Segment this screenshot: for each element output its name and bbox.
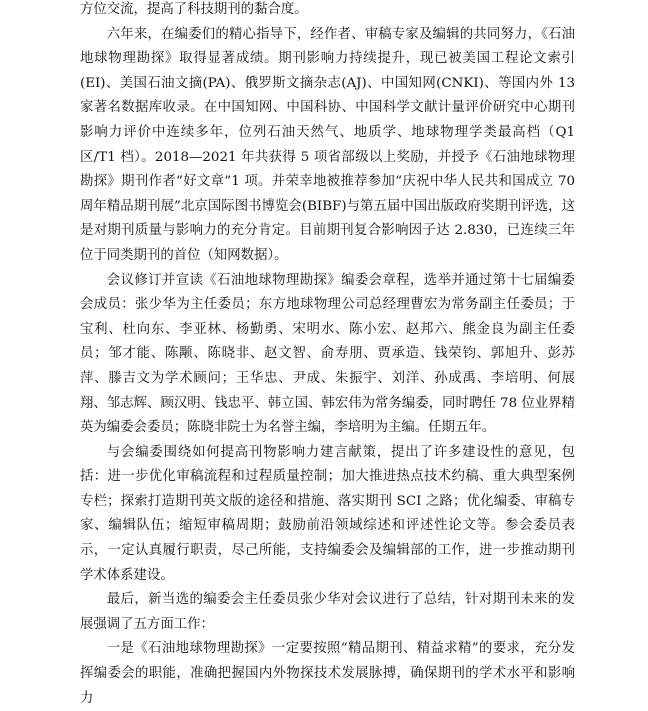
paragraph-summary-intro: 最后，新当选的编委会主任委员张少华对会议进行了总结，针对期刊未来的发展强调了五方面工作： bbox=[80, 592, 575, 632]
paragraph-suggestions: 与会编委围绕如何提高刊物影响力建言献策，提出了许多建设性的意见，包括：进一步优化审稿流程和过程质量控制；加大推进热点技术约稿、重大典型案例专栏；探索打造期刊英文版的途径和措施、落实期刊 SCI 之路；优化编委、审稿专家、编辑队伍；缩短审稿周期；鼓励前沿领域综述和评述性论文等。参会委员表示，一定认真履行职责，尽己所能，支持编委会及编辑部的工作，进一步推动期刊学术体系建设。 bbox=[80, 444, 575, 583]
paragraph-achievements: 六年来，在编委们的精心指导下，经作者、审稿专家及编辑的共同努力，《石油地球物理勘探》取得显著成绩。期刊影响力持续提升，现已被美国工程论文索引(EI)、美国石油文摘(PA)、俄罗斯文摘杂志(AJ)、中国知网(CNKI)、等国内外 13 家著名数据库收录。在中国知网、中国科协、中国科学文献计量评价研究中心期刊影响力评价中连续多年，位列石油天然气、地质学、地球物理学类最高档（Q1 区/T1 档）。2018—2021 年共获得 5 项省部级以上奖励，并授予《石油地球物理勘探》期刊作者“好文章”1 项。并荣幸地被推荐参加“庆祝中华人民共和国成立 70 周年精品期刊展”北京国际图书博览会(BIBF)与第五届中国出版政府奖期刊评选，这是对期刊质量与影响力的充分肯定。目前期刊复合影响因子达 2.830，已连续三年位于同类期刊的首位（知网数据）。 bbox=[80, 26, 575, 263]
paragraph-point-one: 一是《石油地球物理勘探》一定要按照“精品期刊、精益求精”的要求，充分发挥编委会的职能，准确把握国内外物探技术发展脉搏，确保期刊的学术水平和影响力 bbox=[80, 641, 575, 706]
document-body bbox=[80, 0, 575, 711]
paragraph-continued: 方位交流，提高了科技期刊的黏合度。 bbox=[80, 2, 308, 17]
paragraph-committee-members: 会议修订并宣读《石油地球物理勘探》编委会章程，选举并通过第十七届编委会成员：张少华为主任委员；东方地球物理公司总经理曹宏为常务副主任委员；于宝利、杜向东、李亚林、杨勤勇、宋明水、陈小宏、赵邦六、熊金良为副主任委员；邹才能、陈颙、陈晓非、赵文智、俞寿朋、贾承造、钱荣钧、郭旭升、彭苏萍、滕吉文为学术顾问；王华忠、尹成、朱振宇、刘洋、孙成禹、李培明、何展翔、邹志辉、顾汉明、钱忠平、韩立国、韩宏伟为常务编委，同时聘任 78 位业界精英为编委会委员；陈晓非院士为名誉主编，李培明为主编。任期五年。 bbox=[80, 272, 575, 436]
